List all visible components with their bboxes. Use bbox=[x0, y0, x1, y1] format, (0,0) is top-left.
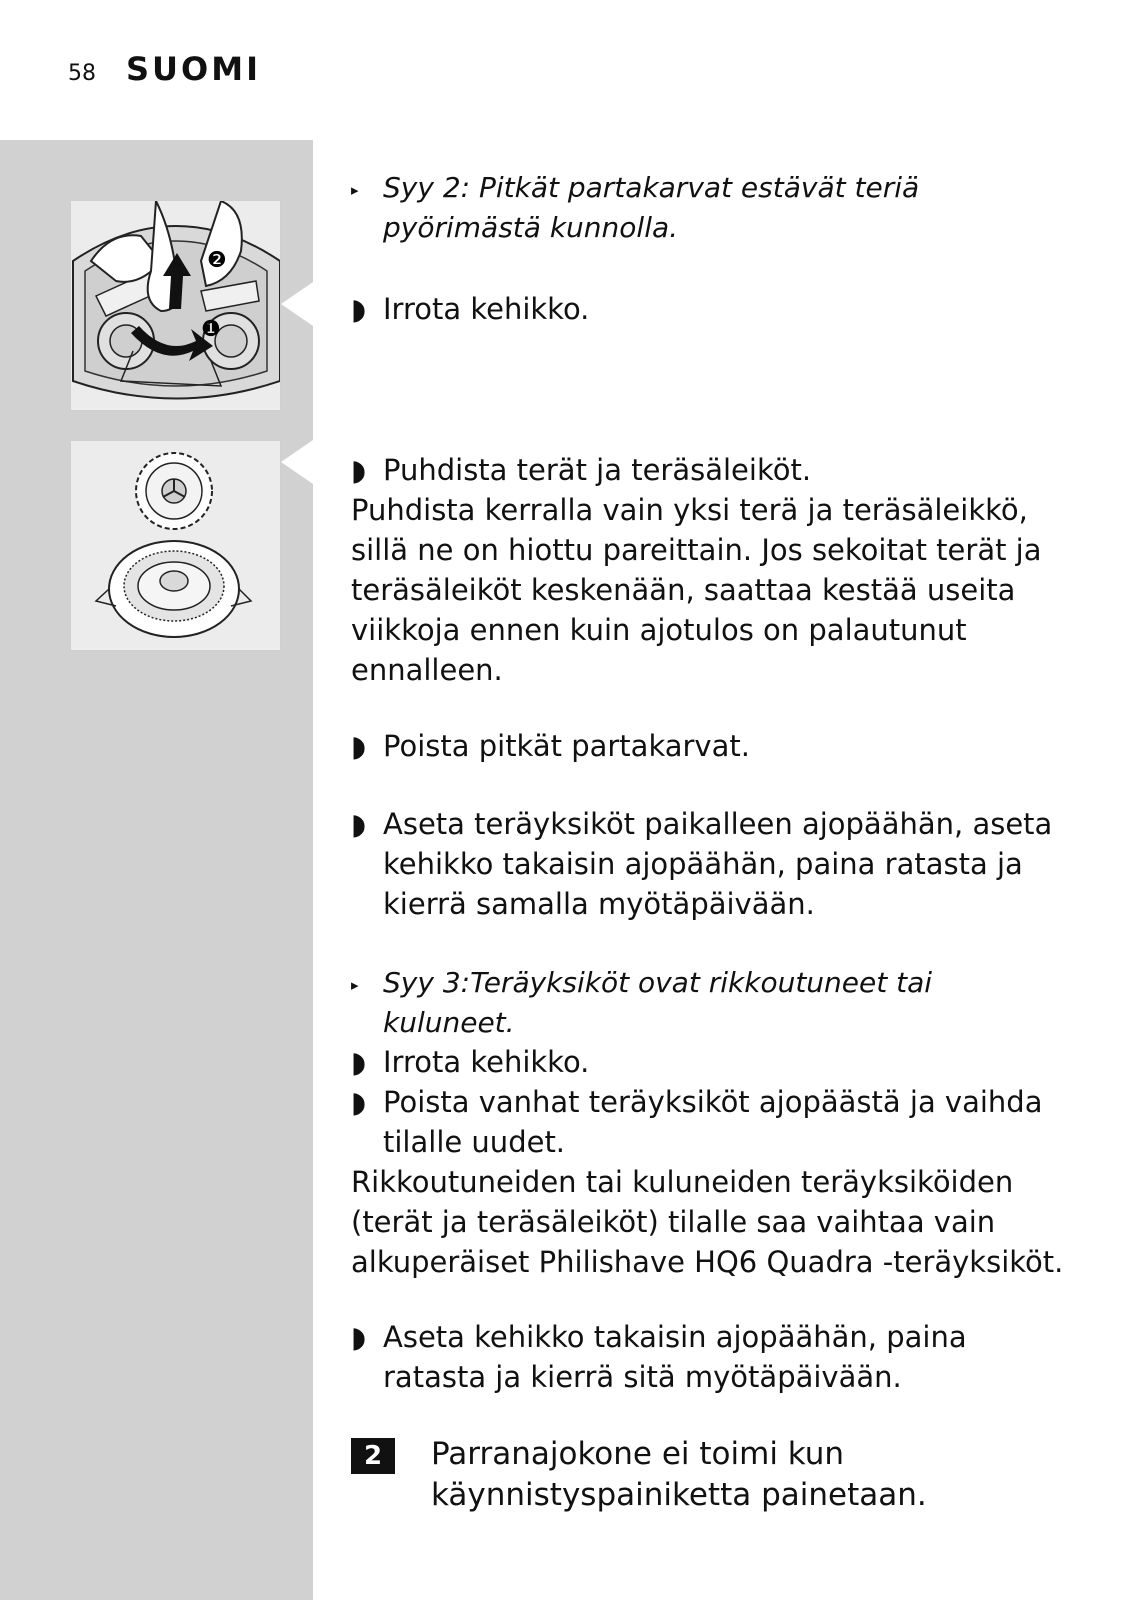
step-text: Irrota kehikko. bbox=[383, 1045, 590, 1079]
step-bullet-icon: ◗ bbox=[351, 729, 367, 763]
step-text: Poista pitkät partakarvat. bbox=[383, 729, 750, 763]
figure-pointer-2 bbox=[281, 440, 313, 484]
step-text: Aseta teräyksiköt paikalleen ajopäähän, aseta kehikko takaisin ajopäähän, paina ratasta ja kierrä samalla myötäpäivään. bbox=[383, 807, 1053, 921]
replace-note: Rikkoutuneiden tai kuluneiden teräyksiköiden (terät ja teräsäleiköt) tilalle saa vaihtaa vain alkuperäiset Philishave HQ6 Quadra -teräyksiköt. bbox=[351, 1165, 1064, 1279]
cause-3-text: Syy 3:Teräyksiköt ovat rikkoutuneet tai kuluneet. bbox=[383, 966, 933, 1039]
step-clean bbox=[351, 450, 1071, 490]
step-bullet-icon: ◗ bbox=[351, 1045, 367, 1079]
step-remove-hairs bbox=[351, 726, 1071, 766]
step-label-2: ❷ bbox=[207, 248, 227, 273]
step-text: Irrota kehikko. bbox=[383, 292, 590, 326]
step-label-1: ❶ bbox=[201, 317, 221, 342]
figure-pointer-1 bbox=[281, 282, 313, 326]
figure-cutter-guard bbox=[70, 440, 281, 651]
page-header bbox=[68, 50, 261, 90]
clean-note: Puhdista kerralla vain yksi terä ja teräsäleikkö, sillä ne on hiottu pareittain. Jos sekoitat terät ja teräsäleiköt keskenään, saattaa kestää useita viikkoja ennen kuin ajotulos on palautunut ennalleen. bbox=[351, 493, 1042, 687]
shaver-head-remove-frame-icon bbox=[71, 201, 280, 410]
step-bullet-icon: ◗ bbox=[351, 1320, 367, 1354]
step-text: Aseta kehikko takaisin ajopäähän, paina ratasta ja kierrä sitä myötäpäivään. bbox=[383, 1320, 967, 1394]
step-reattach bbox=[351, 1317, 1071, 1397]
cause-2-text: Syy 2: Pitkät partakarvat estävät teriä pyörimästä kunnolla. bbox=[383, 171, 920, 244]
step-bullet-icon: ◗ bbox=[351, 807, 367, 841]
step-bullet-icon: ◗ bbox=[351, 1085, 367, 1119]
step-remove-frame-2 bbox=[351, 1042, 1071, 1082]
step-text: Puhdista terät ja teräsäleiköt. bbox=[383, 453, 812, 487]
triangle-bullet-icon: ▸ bbox=[351, 181, 359, 199]
step-bullet-icon: ◗ bbox=[351, 292, 367, 326]
cause-2 bbox=[351, 168, 1071, 248]
step-refit bbox=[351, 804, 1071, 924]
page-number: 58 bbox=[68, 61, 96, 86]
section-number: 2 bbox=[351, 1438, 395, 1474]
language-title: SUOMI bbox=[126, 50, 261, 88]
step-replace bbox=[351, 1082, 1071, 1162]
cause-3 bbox=[351, 963, 1071, 1043]
step-bullet-icon: ◗ bbox=[351, 453, 367, 487]
figure-remove-frame bbox=[70, 200, 281, 411]
step-text: Poista vanhat teräyksiköt ajopäästä ja vaihda tilalle uudet. bbox=[383, 1085, 1043, 1159]
step-remove-frame-1 bbox=[351, 289, 1071, 329]
cutter-and-guard-icon bbox=[71, 441, 280, 650]
triangle-bullet-icon: ▸ bbox=[351, 976, 359, 994]
section-title: Parranajokone ei toimi kun käynnistyspainiketta painetaan. bbox=[431, 1436, 927, 1513]
